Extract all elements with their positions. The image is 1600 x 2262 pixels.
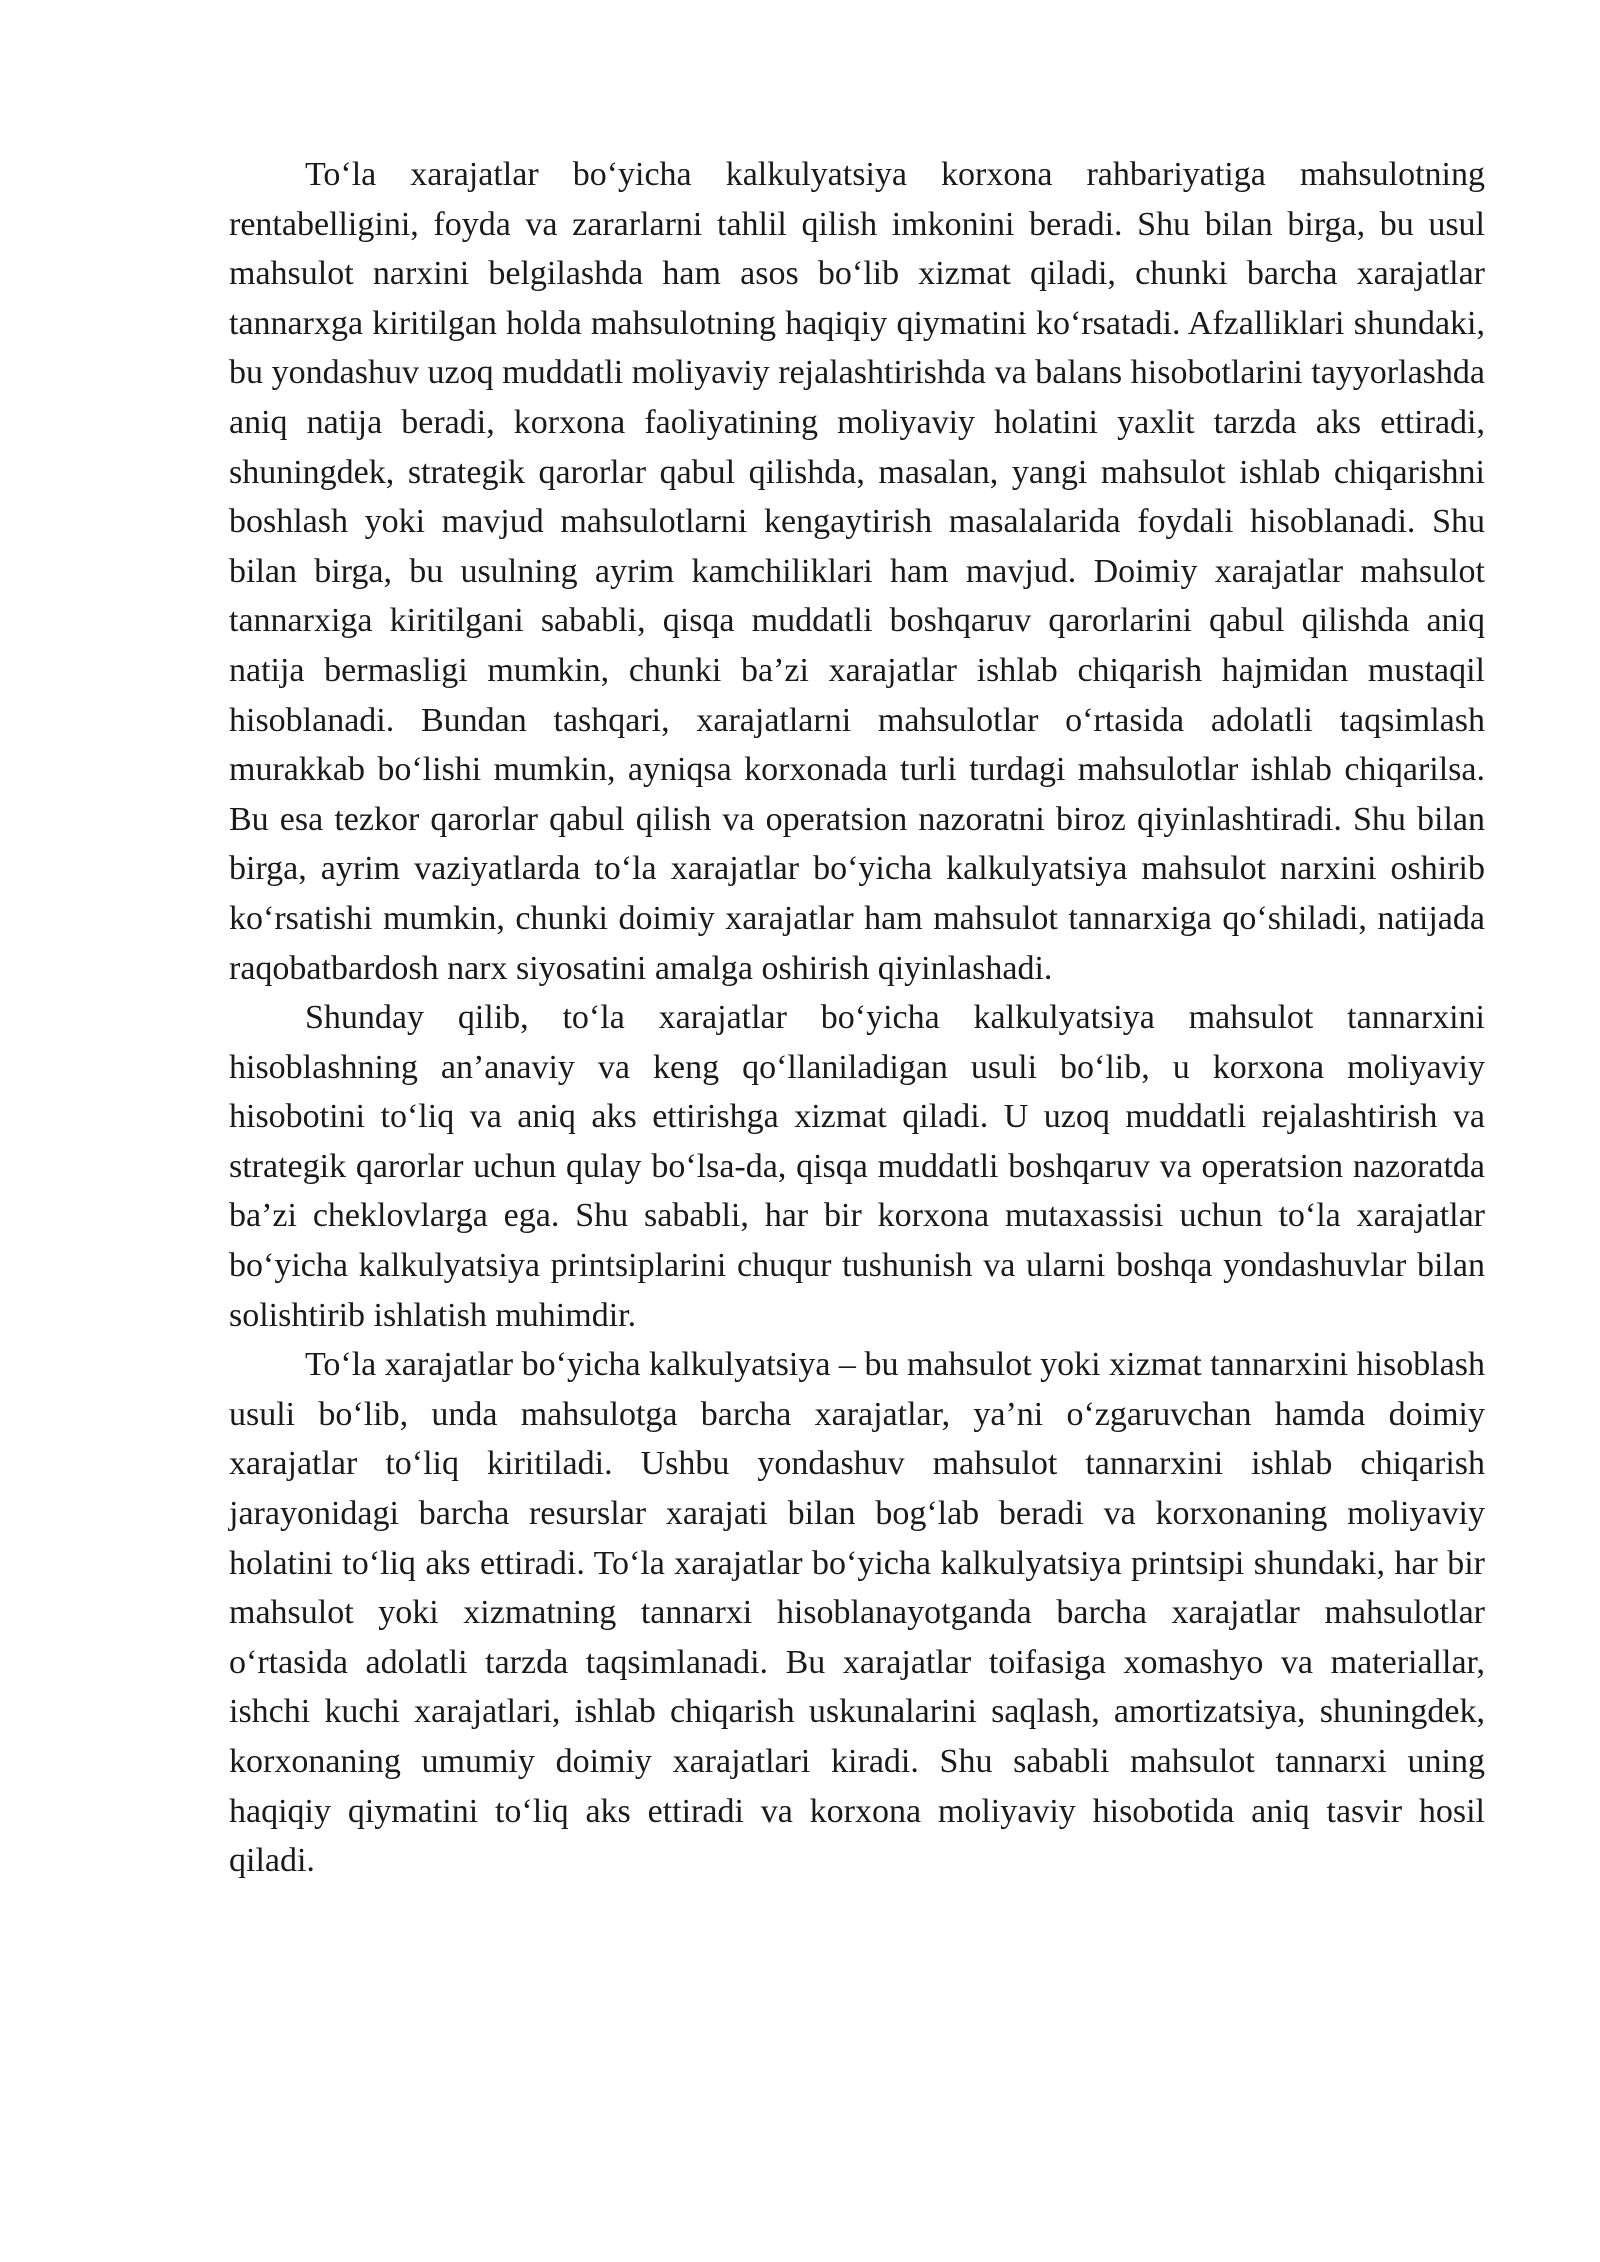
document-body xyxy=(229,150,1485,1886)
paragraph-conclusion: Shunday qilib, to‘la xarajatlar bo‘yicha kalkulyatsiya mahsulot tannarxini hisoblashning an’anaviy va keng qo‘llaniladigan usuli bo‘lib, u korxona moliyaviy hisobotini to‘liq va aniq aks ettirishga xizmat qiladi. U uzoq muddatli rejalashtirish va strategik qarorlar uchun qulay bo‘lsa-da, qisqa muddatli boshqaruv va operatsion nazoratda ba’zi cheklovlarga ega. Shu sababli, har bir korxona mutaxassisi uchun to‘la xarajatlar bo‘yicha kalkulyatsiya printsiplarini chuqur tushunish va ularni boshqa yondashuvlar bilan solishtirib ishlatish muhimdir. xyxy=(229,999,1485,1334)
paragraph-full-costing-pros-cons: To‘la xarajatlar bo‘yicha kalkulyatsiya korxona rahbariyatiga mahsulotning rentabelligini, foyda va zararlarni tahlil qilish imkonini beradi. Shu bilan birga, bu usul mahsulot narxini belgilashda ham asos bo‘lib xizmat qiladi, chunki barcha xarajatlar tannarxga kiritilgan holda mahsulotning haqiqiy qiymatini ko‘rsatadi. Afzalliklari shundaki, bu yondashuv uzoq muddatli moliyaviy rejalashtirishda va balans hisobotlarini tayyorlashda aniq natija beradi, korxona faoliyatining moliyaviy holatini yaxlit tarzda aks ettiradi, shuningdek, strategik qarorlar qabul qilishda, masalan, yangi mahsulot ishlab chiqarishni boshlash yoki mavjud mahsulotlarni kengaytirish masalalarida foydali hisoblanadi. Shu bilan birga, bu usulning ayrim kamchiliklari ham mavjud. Doimiy xarajatlar mahsulot tannarxiga kiritilgani sababli, qisqa muddatli boshqaruv qarorlarini qabul qilishda aniq natija bermasligi mumkin, chunki ba’zi xarajatlar ishlab chiqarish hajmidan mustaqil hisoblanadi. Bundan tashqari, xarajatlarni mahsulotlar o‘rtasida adolatli taqsimlash murakkab bo‘lishi mumkin, ayniqsa korxonada turli turdagi mahsulotlar ishlab chiqarilsa. Bu esa tezkor qarorlar qabul qilish va operatsion nazoratni biroz qiyinlashtiradi. Shu bilan birga, ayrim vaziyatlarda to‘la xarajatlar bo‘yicha kalkulyatsiya mahsulot narxini oshirib ko‘rsatishi mumkin, chunki doimiy xarajatlar ham mahsulot tannarxiga qo‘shiladi, natijada raqobatbardosh narx siyosatini amalga oshirish qiyinlashadi. xyxy=(229,156,1485,987)
paragraph-definition: To‘la xarajatlar bo‘yicha kalkulyatsiya – bu mahsulot yoki xizmat tannarxini hisoblash usuli bo‘lib, unda mahsulotga barcha xarajatlar, ya’ni o‘zgaruvchan hamda doimiy xarajatlar to‘liq kiritiladi. Ushbu yondashuv mahsulot tannarxini ishlab chiqarish jarayonidagi barcha resurslar xarajati bilan bog‘lab beradi va korxonaning moliyaviy holatini to‘liq aks ettiradi. To‘la xarajatlar bo‘yicha kalkulyatsiya printsipi shundaki, har bir mahsulot yoki xizmatning tannarxi hisoblanayotganda barcha xarajatlar mahsulotlar o‘rtasida adolatli tarzda taqsimlanadi. Bu xarajatlar toifasiga xomashyo va materiallar, ishchi kuchi xarajatlari, ishlab chiqarish uskunalarini saqlash, amortizatsiya, shuningdek, korxonaning umumiy doimiy xarajatlari kiradi. Shu sababli mahsulot tannarxi uning haqiqiy qiymatini to‘liq aks ettiradi va korxona moliyaviy hisobotida aniq tasvir hosil qiladi. xyxy=(229,1346,1485,1880)
